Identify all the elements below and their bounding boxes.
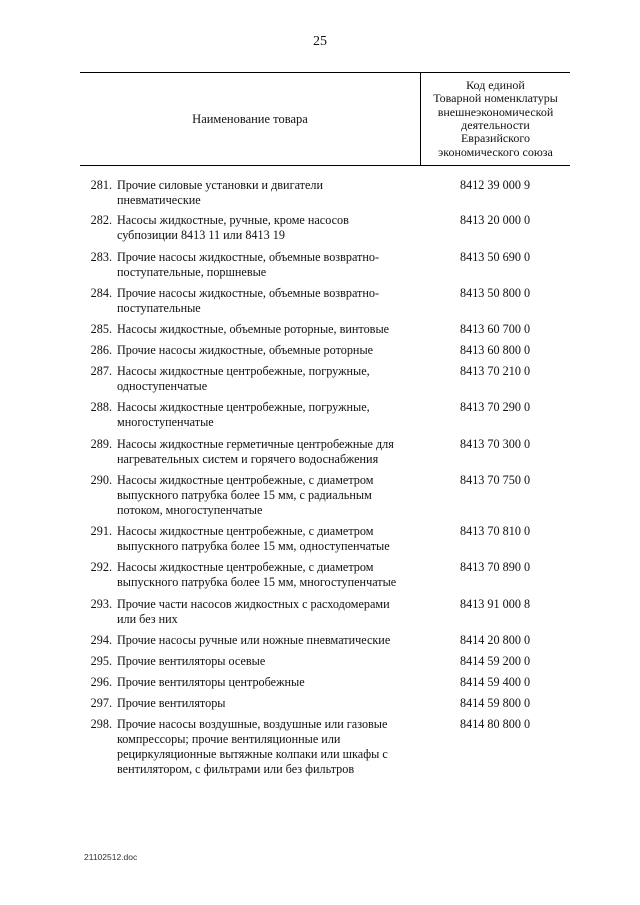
row-number: 293. (90, 597, 112, 611)
row-product-name-line: Насосы жидкостные, ручные, кроме насосов (117, 213, 349, 227)
row-number: 292. (90, 560, 112, 574)
header-code-line: Код единой (466, 77, 525, 92)
row-number: 297. (90, 696, 112, 710)
row-tn-ved-code: 8413 70 750 0 (460, 473, 531, 487)
row-tn-ved-code: 8414 20 800 0 (460, 633, 531, 647)
row-number: 295. (90, 654, 112, 668)
row-product-name-line: выпускного патрубка более 15 мм, с радиальным (117, 488, 372, 502)
row-product-name-line: Прочие части насосов жидкостных с расходомерами (117, 597, 390, 611)
row-product-name-line: Прочие насосы жидкостные, объемные возвратно- (117, 286, 380, 300)
row-product-name (117, 343, 417, 358)
row-tn-ved-code: 8413 70 810 0 (460, 524, 531, 538)
row-product-name (117, 473, 417, 518)
header-code-line: экономического союза (438, 144, 553, 159)
row-tn-ved-code: 8414 80 800 0 (460, 717, 531, 731)
row-product-name-line: поступательные (117, 301, 201, 315)
header-code-line: деятельности (461, 118, 530, 132)
row-tn-ved-code: 8412 39 000 9 (460, 178, 531, 192)
row-product-name-line: Прочие насосы жидкостные, объемные возвратно- (117, 250, 380, 264)
row-product-name-line: Насосы жидкостные центробежные, с диаметром (117, 560, 374, 574)
row-product-name-line: потоком, многоступенчатые (117, 503, 263, 517)
row-product-name-line: одноступенчатые (117, 379, 208, 393)
row-number: 283. (90, 250, 112, 264)
row-number: 290. (90, 473, 112, 487)
row-product-name (117, 286, 417, 316)
row-number: 286. (90, 343, 112, 357)
footer-filename: 21102512.doc (84, 852, 138, 862)
row-product-name-line: поступательные, поршневые (117, 265, 267, 279)
row-product-name (117, 437, 417, 467)
row-product-name-line: или без них (117, 612, 178, 626)
row-product-name-line: вентилятором, с фильтрами или без фильтров (117, 762, 355, 776)
row-product-name-line: пневматические (117, 193, 201, 207)
row-product-name-line: Прочие вентиляторы осевые (117, 654, 266, 668)
row-product-name (117, 213, 417, 243)
row-number: 298. (90, 717, 112, 731)
header-code-line: Товарной номенклатуры (433, 91, 558, 106)
row-tn-ved-code: 8413 60 800 0 (460, 343, 531, 357)
row-product-name (117, 400, 417, 430)
row-product-name-line: Прочие насосы жидкостные, объемные роторные (117, 343, 374, 357)
row-product-name-line: Прочие вентиляторы (117, 696, 226, 710)
row-tn-ved-code: 8413 60 700 0 (460, 322, 531, 336)
row-number: 296. (90, 675, 112, 689)
row-tn-ved-code: 8413 20 000 0 (460, 213, 531, 227)
row-number: 282. (90, 213, 112, 227)
row-number: 291. (90, 524, 112, 538)
page-number: 25 (313, 34, 327, 49)
row-product-name-line: Насосы жидкостные, объемные роторные, винтовые (117, 322, 390, 336)
header-name-column: Наименование товара (192, 111, 308, 126)
row-number: 288. (90, 400, 112, 414)
row-product-name (117, 364, 417, 394)
row-product-name-line: выпускного патрубка более 15 мм, одноступенчатые (117, 539, 390, 553)
row-product-name-line: рециркуляционные вытяжные колпаки или шкафы с (117, 747, 388, 761)
row-tn-ved-code: 8413 70 290 0 (460, 400, 531, 414)
row-tn-ved-code: 8414 59 400 0 (460, 675, 531, 689)
row-product-name-line: Прочие насосы ручные или ножные пневматические (117, 633, 391, 647)
row-tn-ved-code: 8413 70 300 0 (460, 437, 531, 451)
row-product-name-line: Насосы жидкостные центробежные, с диаметром (117, 524, 374, 538)
row-product-name (117, 250, 417, 280)
row-product-name (117, 717, 417, 777)
row-product-name-line: Насосы жидкостные герметичные центробежные для (117, 437, 394, 451)
row-tn-ved-code: 8413 50 800 0 (460, 286, 531, 300)
row-product-name (117, 560, 417, 590)
row-product-name-line: субпозиции 8413 11 или 8413 19 (117, 228, 285, 242)
header-code-line: Евразийского (460, 131, 531, 146)
row-product-name (117, 178, 417, 208)
row-tn-ved-code: 8414 59 800 0 (460, 696, 531, 710)
row-number: 289. (90, 437, 112, 451)
row-product-name (117, 633, 417, 648)
header-code-line: внешнеэкономической (437, 104, 554, 119)
row-number: 281. (90, 178, 112, 192)
row-product-name (117, 524, 417, 554)
row-tn-ved-code: 8413 91 000 8 (460, 597, 531, 611)
row-product-name (117, 654, 417, 669)
row-number: 285. (90, 322, 112, 336)
row-tn-ved-code: 8413 70 210 0 (460, 364, 531, 378)
row-product-name-line: Насосы жидкостные центробежные, с диаметром (117, 473, 374, 487)
row-tn-ved-code: 8413 50 690 0 (460, 250, 531, 264)
row-product-name (117, 696, 417, 711)
row-product-name (117, 322, 417, 337)
row-product-name-line: Прочие силовые установки и двигатели (117, 178, 324, 192)
row-product-name (117, 597, 417, 627)
row-product-name-line: нагревательных систем и горячего водоснабжения (117, 452, 379, 466)
row-product-name-line: компрессоры; прочие вентиляционные или (117, 732, 341, 746)
row-product-name-line: Насосы жидкостные центробежные, погружные, (117, 400, 370, 414)
row-number: 294. (90, 633, 112, 647)
row-number: 287. (90, 364, 112, 378)
row-tn-ved-code: 8414 59 200 0 (460, 654, 531, 668)
row-product-name-line: выпускного патрубка более 15 мм, многоступенчатые (117, 575, 397, 589)
row-product-name (117, 675, 417, 690)
row-number: 284. (90, 286, 112, 300)
row-product-name-line: многоступенчатые (117, 415, 214, 429)
row-tn-ved-code: 8413 70 890 0 (460, 560, 531, 574)
row-product-name-line: Прочие насосы воздушные, воздушные или газовые (117, 717, 388, 731)
row-product-name-line: Насосы жидкостные центробежные, погружные, (117, 364, 370, 378)
row-product-name-line: Прочие вентиляторы центробежные (117, 675, 305, 689)
